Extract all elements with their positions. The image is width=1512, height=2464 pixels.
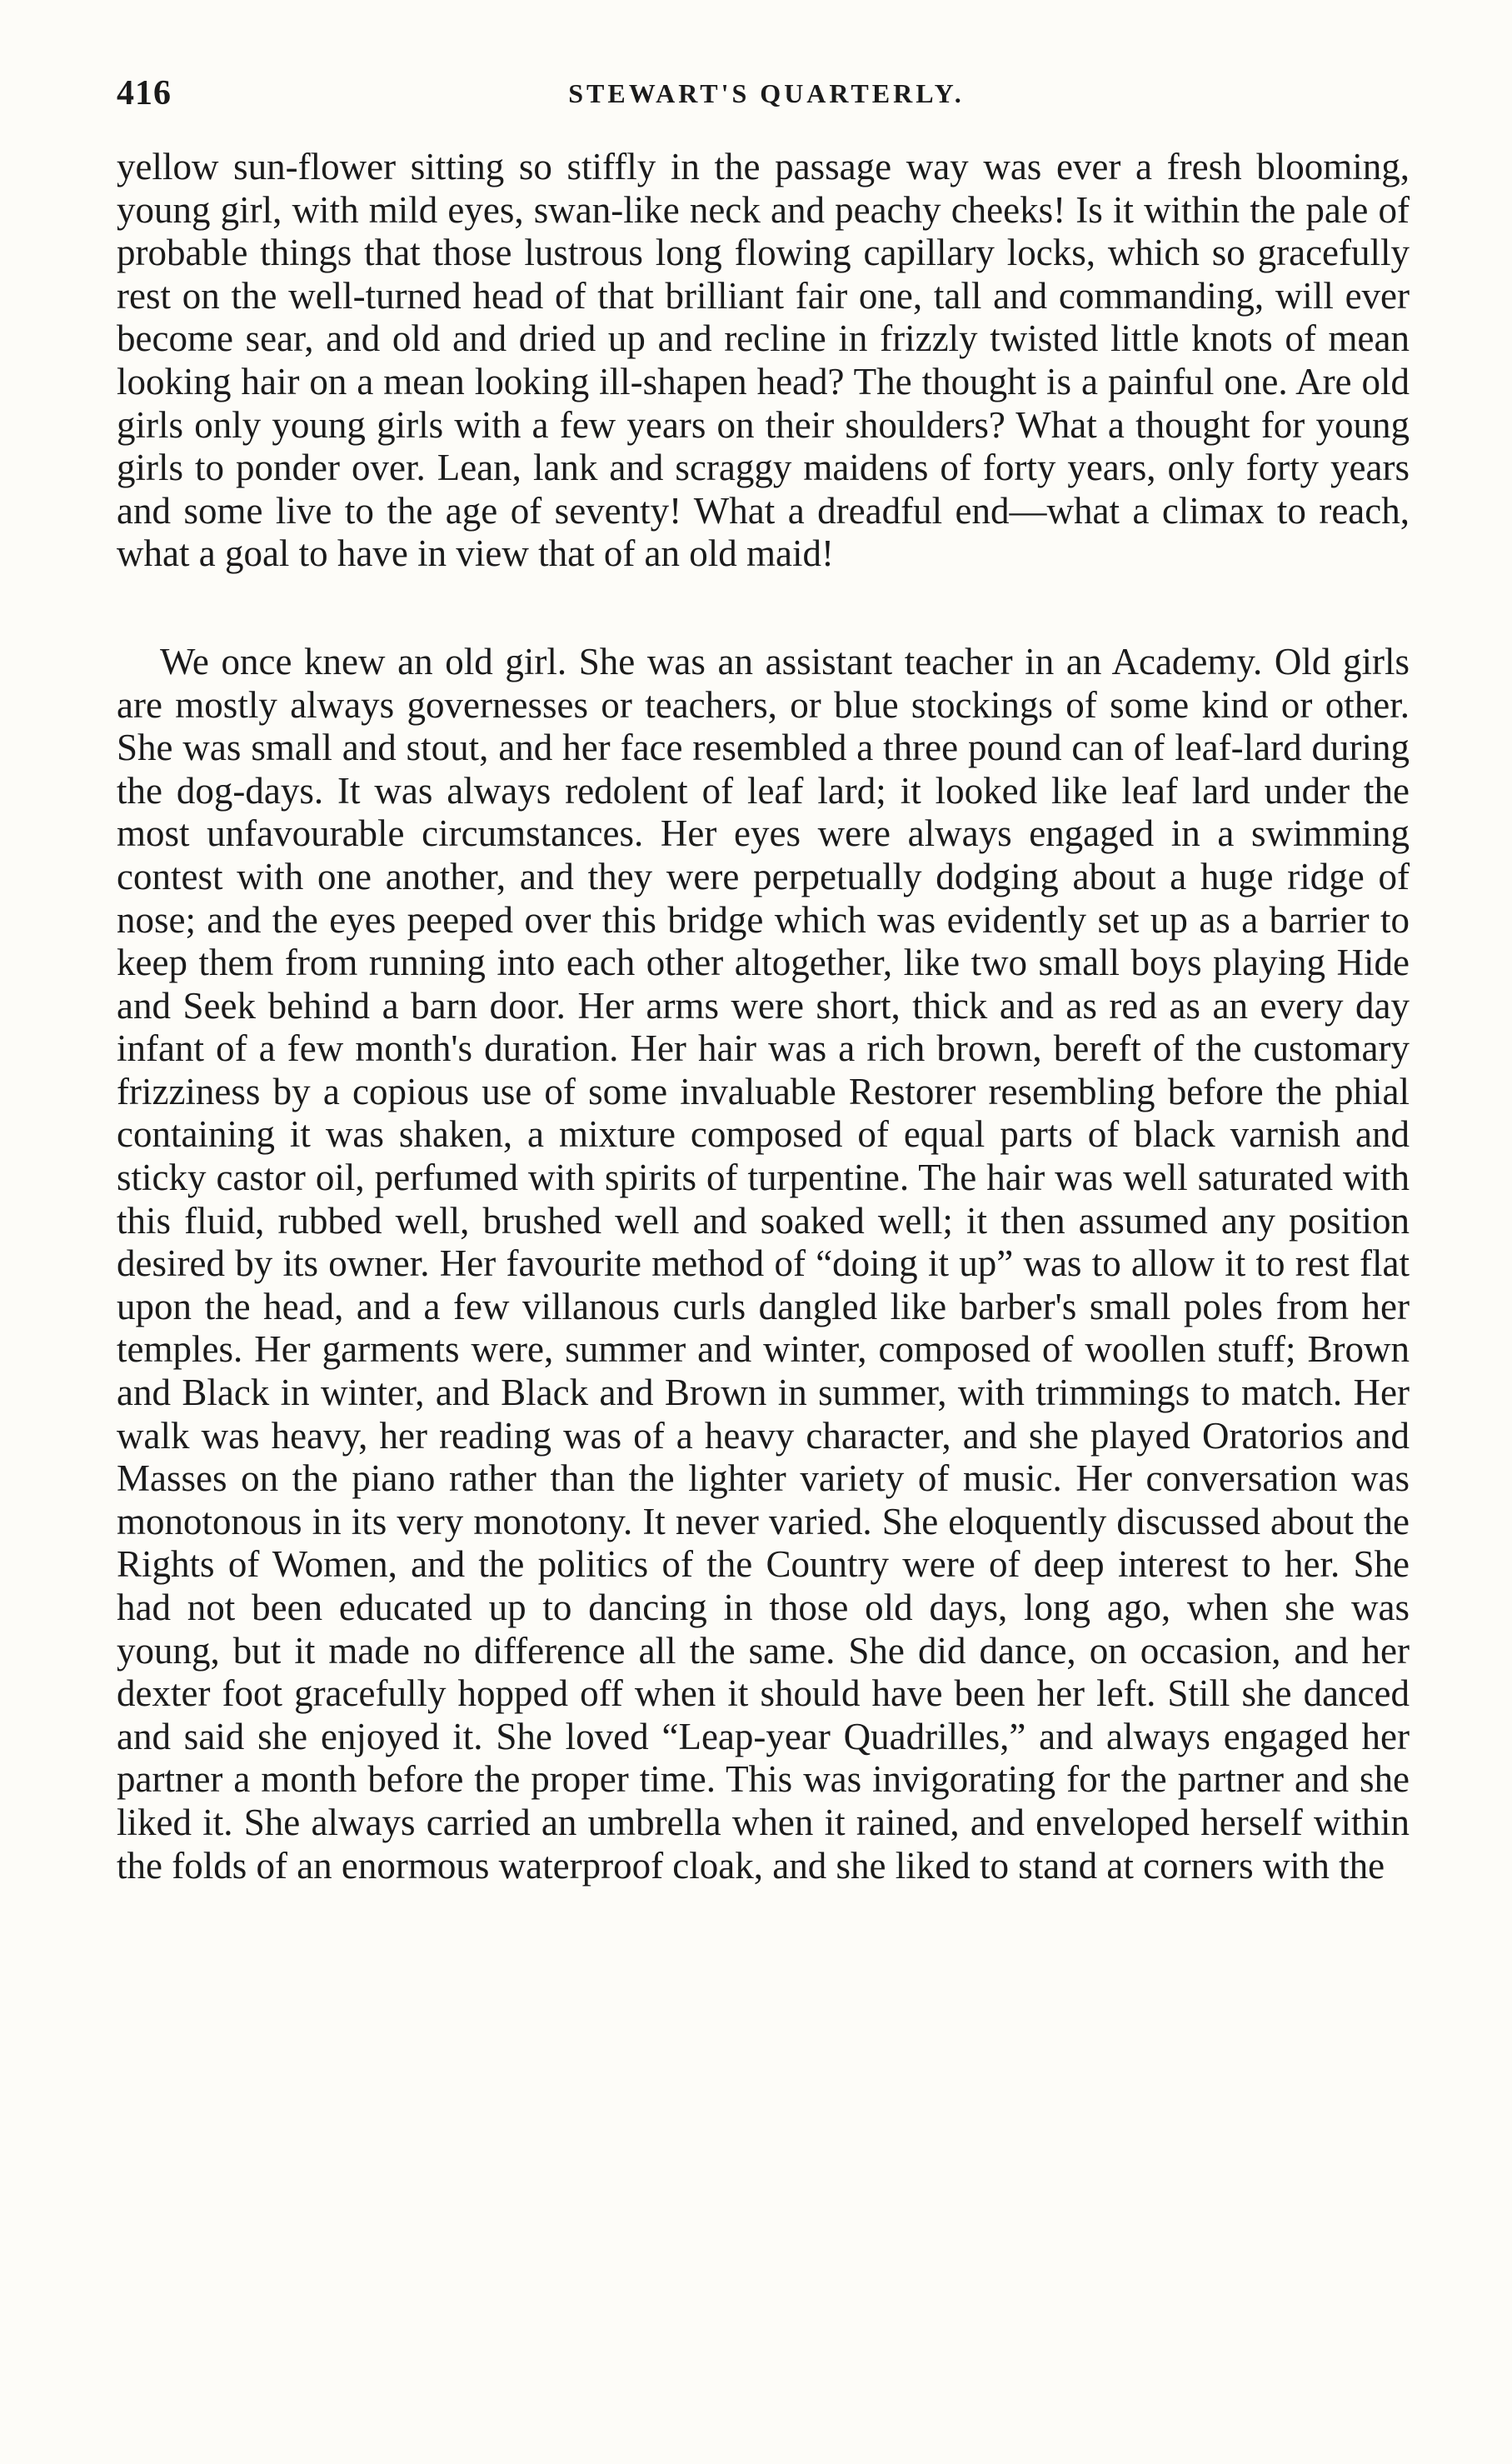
paragraph-1: yellow sun-flower sitting so stiffly in the passage way was ever a fresh blooming, young girl, with mild eyes, swan-like neck and peachy cheeks! Is it within the pale of probable things that those lustrous long flowing capillary locks, which so gracefully rest on the well-turned head of that brilliant fair one, tall and commanding, will ever become sear, and old and dried up and recline in frizzly twisted little knots of mean looking hair on a mean looking ill-shapen head? The thought is a painful one. Are old girls only young girls with a few years on their shoulders? What a thought for young girls to ponder over. Lean, lank and scraggy maidens of forty years, only forty years and some live to the age of seventy! What a dreadful end—what a climax to reach, what a goal to have in view that of an old maid! [117, 146, 1410, 575]
page-number: 416 [117, 74, 172, 112]
body-text [117, 146, 1410, 1887]
running-head [117, 73, 1416, 123]
paragraph-2: We once knew an old girl. She was an assistant teacher in an Academy. Old girls are mostly always governesses or teachers, or blue stockings of some kind or other. She was small and stout, and her face resembled a three pound can of leaf-lard during the dog-days. It was always redolent of leaf lard; it looked like leaf lard under the most unfavourable circumstances. Her eyes were always engaged in a swimming contest with one another, and they were perpetually dodging about a huge ridge of nose; and the eyes peeped over this bridge which was evidently set up as a barrier to keep them from running into each other altogether, like two small boys playing Hide and Seek behind a barn door. Her arms were short, thick and as red as an every day infant of a few month's duration. Her hair was a rich brown, bereft of the customary frizziness by a copious use of some invaluable Restorer resembling before the phial containing it was shaken, a mixture composed of equal parts of black varnish and sticky castor oil, perfumed with spirits of turpentine. The hair was well saturated with this fluid, rubbed well, brushed well and soaked well; it then assumed any position desired by its owner. Her favourite method of “doing it up” was to allow it to rest flat upon the head, and a few villanous curls dangled like barber's small poles from her temples. Her garments were, summer and winter, composed of woollen stuff; Brown and Black in winter, and Black and Brown in summer, with trimmings to match. Her walk was heavy, her reading was of a heavy character, and she played Oratorios and Masses on the piano rather than the lighter variety of music. Her conversation was monotonous in its very monotony. It never varied. She eloquently discussed about the Rights of Women, and the politics of the Country were of deep interest to her. She had not been educated up to dancing in those old days, long ago, when she was young, but it made no difference all the same. She did dance, on occasion, and her dexter foot gracefully hopped off when it should have been her left. Still she danced and said she enjoyed it. She loved “Leap-year Quadrilles,” and always engaged her partner a month before the proper time. This was invigorating for the partner and she liked it. She always carried an umbrella when it rained, and enveloped herself within the folds of an enormous waterproof cloak, and she liked to stand at corners with the [117, 640, 1410, 1887]
journal-title: STEWART'S QUARTERLY. [568, 78, 965, 108]
